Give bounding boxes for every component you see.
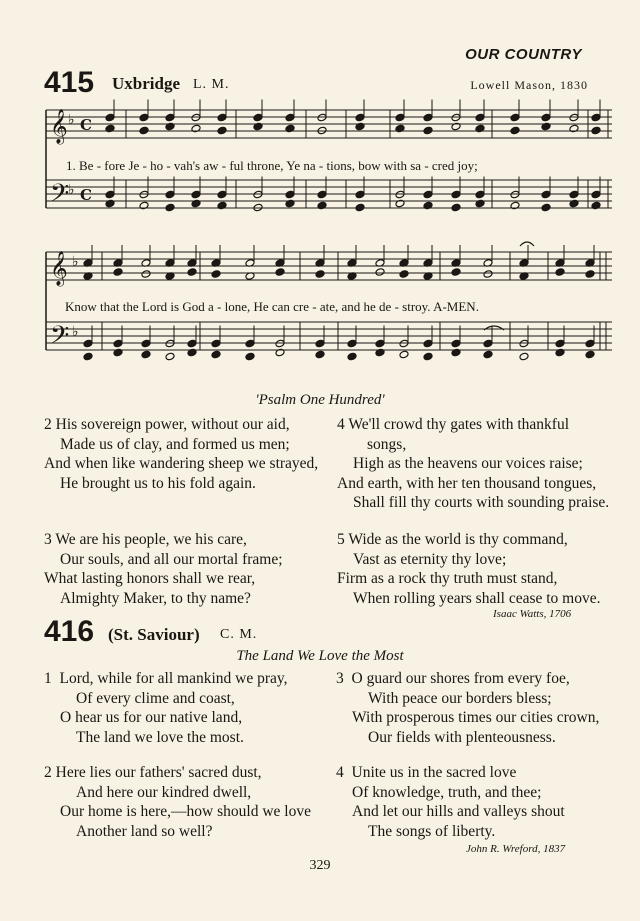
note-head <box>113 268 123 277</box>
stanza-line: Our souls, and all our mortal frame; <box>60 550 283 568</box>
stanza-line: The songs of liberty. <box>368 822 496 840</box>
note-head <box>483 270 493 279</box>
bass-clef-icon: 𝄢 <box>50 179 70 214</box>
note-head <box>423 352 433 361</box>
note-head <box>483 350 493 359</box>
note-head <box>315 339 325 348</box>
stanza-line: Here lies our fathers' sacred dust, <box>55 764 262 781</box>
note-head <box>451 113 461 122</box>
note-head <box>375 339 385 348</box>
note-head <box>591 190 601 199</box>
note-head <box>211 339 221 348</box>
stanza-line: He brought us to his fold again. <box>60 474 256 492</box>
hymn-415-credit: Isaac Watts, 1706 <box>493 608 572 620</box>
note-head <box>315 350 325 359</box>
stanza-line: What lasting honors shall we rear, <box>44 570 256 588</box>
note-head <box>141 350 151 359</box>
common-time-icon: C <box>80 186 92 204</box>
stanza-line: With prosperous times our cities crown, <box>352 709 600 727</box>
note-head <box>591 126 601 135</box>
note-head <box>569 190 579 199</box>
note-head <box>510 113 520 122</box>
note-head <box>165 203 175 212</box>
hymn-415-stanza-5 <box>337 530 601 608</box>
stanza-line: Lord, while for all mankind we pray, <box>59 670 288 687</box>
note-head <box>475 113 485 122</box>
stanza-line: With peace our borders bless; <box>368 689 552 707</box>
hymn-415-title: 'Psalm One Hundred' <box>255 392 385 408</box>
note-head <box>211 270 221 279</box>
note-head <box>451 190 461 199</box>
stanza-number: 2 <box>44 764 52 781</box>
note-head <box>423 126 433 135</box>
note-head <box>591 113 601 122</box>
stanza-line: We'll crowd thy gates with thankful <box>348 416 570 433</box>
stanza-line: His sovereign power, without our aid, <box>55 416 290 433</box>
note-head <box>217 126 227 135</box>
hymn-416-stanza-2 <box>44 763 311 841</box>
stanza-line: songs, <box>367 435 407 453</box>
note-head <box>139 126 149 135</box>
note-head <box>285 190 295 199</box>
hymn-416-tune: (St. Saviour) <box>108 625 200 644</box>
note-head <box>139 113 149 122</box>
stanza-number: 5 <box>337 531 345 548</box>
note-head <box>187 339 197 348</box>
note-head <box>245 339 255 348</box>
note-head <box>187 268 197 277</box>
stanza-line: O hear us for our native land, <box>60 709 243 727</box>
note-head <box>165 352 175 361</box>
note-head <box>245 352 255 361</box>
stanza-number: 3 <box>44 531 52 548</box>
flat-sign-icon: ♭ <box>68 112 75 128</box>
hymn-415-tune: Uxbridge <box>112 74 180 93</box>
stanza-number: 4 <box>336 764 344 781</box>
stanza-line: Another land so well? <box>76 822 213 840</box>
flat-sign-icon: ♭ <box>68 182 75 198</box>
common-time-icon: C <box>80 116 92 134</box>
flat-sign-icon: ♭ <box>72 254 79 270</box>
stanza-line: And here our kindred dwell, <box>76 783 252 801</box>
stanza-line: Wide as the world is thy command, <box>348 531 568 548</box>
note-head <box>555 339 565 348</box>
hymn-416-number: 416 <box>44 615 95 648</box>
note-head <box>355 203 365 212</box>
note-head <box>483 339 493 348</box>
note-head <box>451 203 461 212</box>
stanza-line: We are his people, we his care, <box>55 531 247 548</box>
stanza-line: Of every clime and coast, <box>76 689 235 707</box>
hymn-416-stanza-3 <box>336 669 599 747</box>
note-head <box>113 339 123 348</box>
note-head <box>541 203 551 212</box>
note-head <box>355 190 365 199</box>
note-head <box>285 113 295 122</box>
hymn-416-title: The Land We Love the Most <box>236 648 404 664</box>
stanza-number: 4 <box>337 416 345 433</box>
note-head <box>317 113 327 122</box>
stanza-number: 2 <box>44 416 52 433</box>
note-head <box>105 190 115 199</box>
note-head <box>395 113 405 122</box>
stanza-line: The land we love the most. <box>76 728 244 746</box>
note-head <box>375 268 385 277</box>
note-head <box>585 350 595 359</box>
note-head <box>165 113 175 122</box>
note-head <box>541 113 551 122</box>
stanza-line: Almighty Maker, to thy name? <box>60 589 251 607</box>
note-head <box>217 113 227 122</box>
flat-sign-icon: ♭ <box>72 324 79 340</box>
note-head <box>253 113 263 122</box>
note-head <box>585 339 595 348</box>
treble-clef-icon: 𝄞 <box>50 251 68 286</box>
hymn-416-stanza-1 <box>44 669 287 747</box>
stanza-line: Unite us in the sacred love <box>351 764 517 781</box>
page-number: 329 <box>309 858 331 873</box>
music-score <box>0 0 640 380</box>
note-head <box>165 190 175 199</box>
stanza-line: Our fields with plenteousness. <box>368 728 556 746</box>
note-head <box>399 350 409 359</box>
stanza-line: Shall fill thy courts with sounding praise. <box>353 494 610 512</box>
hymn-415-meter: L. M. <box>193 77 230 92</box>
note-head <box>315 270 325 279</box>
hymn-415-composer: Lowell Mason, 1830 <box>470 78 588 92</box>
stanza-number: 1 <box>44 670 52 687</box>
note-head <box>105 113 115 122</box>
fermata-icon <box>520 242 534 246</box>
note-head <box>541 190 551 199</box>
note-head <box>347 339 357 348</box>
hymn-416-credit: John R. Wreford, 1837 <box>466 843 566 855</box>
note-head <box>83 339 93 348</box>
hymn-415-stanza-3 <box>44 530 283 608</box>
stanza-line: Our home is here,—how should we love <box>60 803 311 821</box>
note-head <box>423 190 433 199</box>
note-head <box>275 268 285 277</box>
note-head <box>451 339 461 348</box>
note-head <box>519 352 529 361</box>
hymn-415-lyric-line-2: Know that the Lord is God a - lone, He can cre - ate, and he de - stroy. A-MEN. <box>65 299 479 314</box>
stanza-line: High as the heavens our voices raise; <box>353 455 583 473</box>
note-head <box>423 339 433 348</box>
treble-clef-icon: 𝄞 <box>50 109 68 144</box>
stanza-line: Of knowledge, truth, and thee; <box>352 783 542 801</box>
stanza-number: 3 <box>336 670 344 687</box>
note-head <box>317 190 327 199</box>
note-head <box>399 270 409 279</box>
note-head <box>141 339 151 348</box>
note-head <box>347 352 357 361</box>
hymn-415-stanza-4 <box>337 415 609 513</box>
hymn-415-stanza-2 <box>44 415 318 493</box>
stanza-line: And let our hills and valleys shout <box>352 803 565 821</box>
note-head <box>217 190 227 199</box>
stanza-line: And earth, with her ten thousand tongues, <box>337 474 597 492</box>
note-head <box>355 113 365 122</box>
hymn-416-meter: C. M. <box>220 627 258 642</box>
stanza-line: And when like wandering sheep we strayed, <box>44 455 319 473</box>
note-head <box>585 270 595 279</box>
section-header: OUR COUNTRY <box>465 46 582 63</box>
stanza-line: Made us of clay, and formed us men; <box>60 435 290 453</box>
hymn-416-stanza-4 <box>336 763 565 841</box>
note-head <box>510 126 520 135</box>
bass-clef-icon: 𝄢 <box>50 321 70 356</box>
note-head <box>423 113 433 122</box>
note-head <box>83 352 93 361</box>
note-head <box>451 268 461 277</box>
note-head <box>555 268 565 277</box>
note-head <box>141 270 151 279</box>
stanza-line: When rolling years shall cease to move. <box>353 589 601 607</box>
stanza-line: Vast as eternity thy love; <box>353 550 507 568</box>
stanza-line: Firm as a rock thy truth must stand, <box>337 570 558 588</box>
hymn-415-lyric-line-1: 1. Be - fore Je - ho - vah's aw - ful throne, Ye na - tions, bow with sa - cred joy; <box>66 158 478 173</box>
stanza-line: O guard our shores from every foe, <box>351 670 570 687</box>
note-head <box>475 190 485 199</box>
note-head <box>211 350 221 359</box>
hymn-415-number: 415 <box>44 66 95 99</box>
note-head <box>191 190 201 199</box>
